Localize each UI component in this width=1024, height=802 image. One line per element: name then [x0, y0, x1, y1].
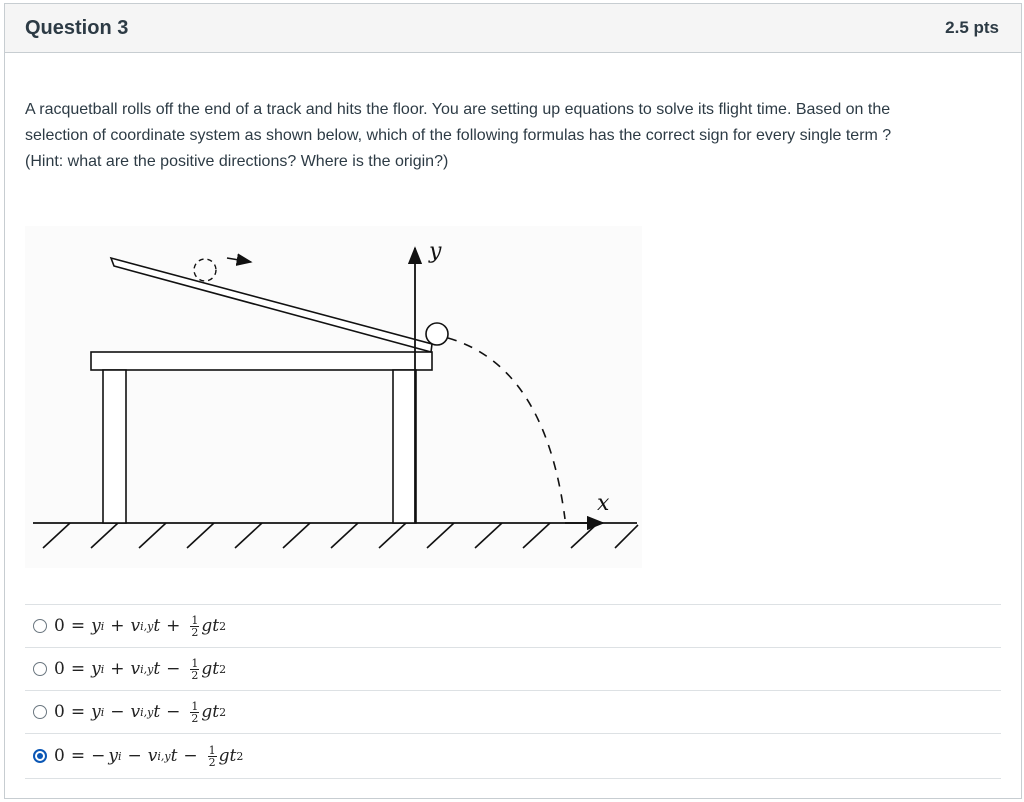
formula-superscript: 2 — [219, 705, 227, 719]
formula-operator: − — [110, 702, 125, 722]
question-text-line: A racquetball rolls off the end of a track and hits the floor. You are setting up equations to solve its flight time. Based on the — [25, 101, 891, 118]
formula-fraction — [190, 658, 199, 681]
formula-term: gt — [218, 746, 237, 766]
formula-operator: + — [166, 616, 181, 636]
answer-option-1[interactable] — [25, 604, 1001, 647]
formula-subscript: i — [100, 705, 105, 719]
answer-option-3[interactable] — [25, 690, 1001, 733]
formula-subscript: i — [117, 749, 122, 763]
formula-subscript: i,y — [140, 662, 154, 676]
question-card — [4, 3, 1022, 799]
radio-button[interactable] — [33, 619, 47, 633]
answer-formula — [54, 701, 226, 724]
fraction-denominator: 2 — [208, 755, 216, 769]
fraction-denominator: 2 — [191, 668, 199, 682]
question-points: 2.5 pts — [945, 18, 999, 37]
answer-formula — [54, 615, 226, 638]
ball — [426, 323, 448, 345]
formula-fraction — [190, 615, 199, 638]
formula-operator: − — [183, 746, 198, 766]
fraction-numerator: 1 — [208, 743, 216, 757]
formula-term: y — [91, 659, 101, 679]
formula-term: y — [91, 616, 101, 636]
formula-term: t — [153, 702, 161, 722]
formula-term: v — [147, 746, 158, 766]
formula-term: v — [130, 659, 141, 679]
formula-term: y — [108, 746, 118, 766]
question-text-line: (Hint: what are the positive directions? Where is the origin?) — [25, 153, 449, 170]
formula-term: v — [130, 616, 141, 636]
formula-superscript: 2 — [219, 662, 227, 676]
formula-operator: + — [110, 616, 125, 636]
answer-list — [25, 604, 1001, 779]
formula-term: t — [170, 746, 178, 766]
answer-option-4[interactable] — [25, 733, 1001, 779]
question-figure — [25, 226, 642, 568]
y-axis-label: y — [429, 239, 442, 264]
question-title: Question 3 — [25, 16, 129, 39]
formula-operator: − — [127, 746, 142, 766]
ball-start-dashed — [194, 259, 216, 281]
formula-term: y — [91, 702, 101, 722]
formula-subscript: i — [100, 662, 105, 676]
formula-operator: + — [110, 659, 125, 679]
formula-term: t — [153, 616, 161, 636]
formula-subscript: i,y — [157, 749, 171, 763]
question-text-line: selection of coordinate system as shown below, which of the following formulas has the correct sign for every single term ? — [25, 127, 892, 144]
table-top — [91, 352, 432, 370]
fraction-denominator: 2 — [191, 711, 199, 725]
formula-superscript: 2 — [236, 749, 244, 763]
answer-option-2[interactable] — [25, 647, 1001, 690]
inclined-track — [111, 258, 432, 352]
question-text — [25, 97, 985, 175]
formula-fraction — [190, 701, 199, 724]
motion-arrow — [227, 258, 251, 262]
formula-equals: = — [70, 746, 86, 766]
formula-equals: = — [70, 659, 86, 679]
question-header — [5, 4, 1021, 53]
fraction-numerator: 1 — [191, 613, 199, 627]
formula-lhs: 0 — [54, 746, 65, 766]
radio-button[interactable] — [33, 662, 47, 676]
answer-formula — [54, 745, 243, 768]
formula-fraction — [208, 745, 217, 768]
formula-subscript: i,y — [140, 705, 154, 719]
formula-sign: − — [91, 746, 106, 766]
radio-button[interactable] — [33, 705, 47, 719]
formula-lhs: 0 — [54, 702, 65, 722]
formula-subscript: i,y — [140, 619, 154, 633]
formula-equals: = — [70, 616, 86, 636]
fraction-numerator: 1 — [191, 699, 199, 713]
table-legs — [103, 370, 416, 523]
trajectory-dashed — [448, 338, 565, 519]
formula-term: gt — [201, 702, 220, 722]
floor-hatching — [43, 523, 638, 548]
formula-term: gt — [201, 659, 220, 679]
racquetball-diagram — [25, 226, 642, 568]
x-axis-label: x — [597, 491, 610, 516]
answer-formula — [54, 658, 226, 681]
formula-term: t — [153, 659, 161, 679]
formula-lhs: 0 — [54, 659, 65, 679]
fraction-numerator: 1 — [191, 656, 199, 670]
formula-term: gt — [201, 616, 220, 636]
radio-button[interactable] — [33, 749, 47, 763]
formula-lhs: 0 — [54, 616, 65, 636]
fraction-denominator: 2 — [191, 625, 199, 639]
formula-subscript: i — [100, 619, 105, 633]
formula-operator: − — [166, 659, 181, 679]
formula-equals: = — [70, 702, 86, 722]
formula-term: v — [130, 702, 141, 722]
formula-operator: − — [166, 702, 181, 722]
formula-superscript: 2 — [219, 619, 227, 633]
